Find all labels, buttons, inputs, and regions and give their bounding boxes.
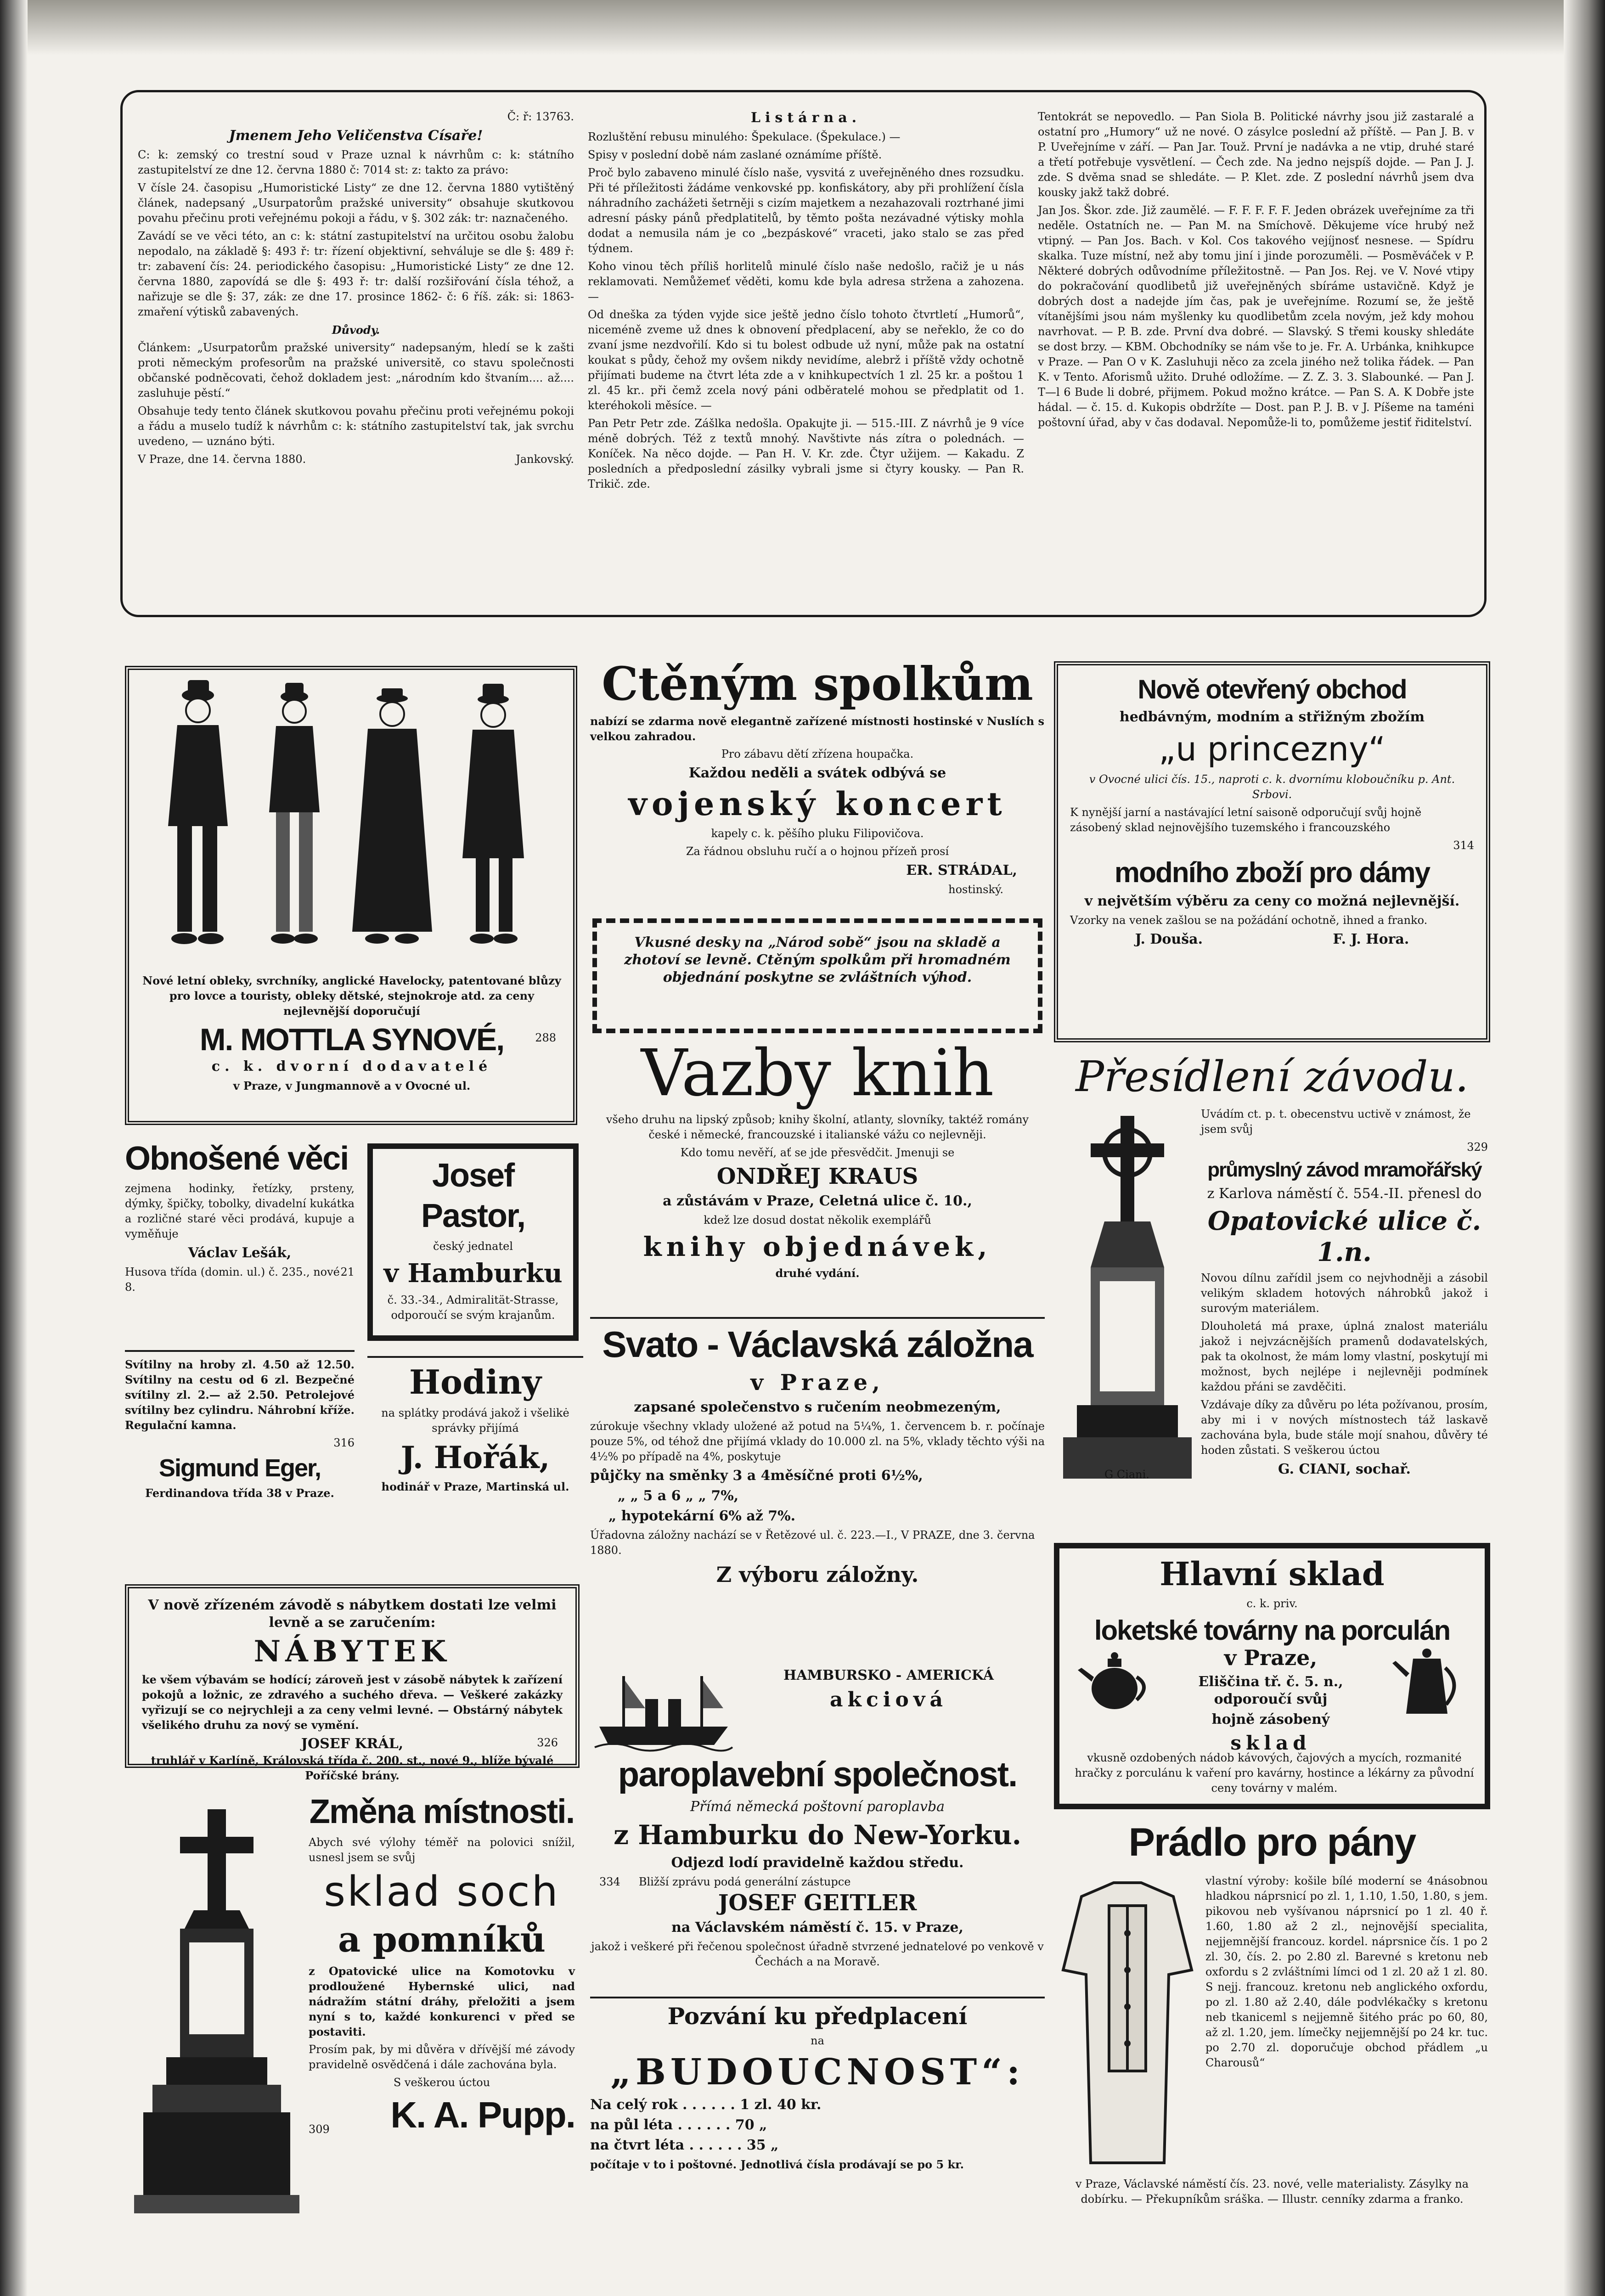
pastor-city: v Hamburku	[383, 1258, 563, 1289]
ruling-number: Č: ř: 13763.	[507, 110, 574, 123]
presidleni-text: Uvádím ct. p. t. obecenstvu uctivě v známost, že jsem svůj	[1201, 1108, 1471, 1136]
ad-spolek	[590, 657, 1045, 914]
svitilny-text: Svítilny na hroby zl. 4.50 až 12.50. Svítilny na cestu od 6 zl. Bezpečné svítilny zl. 2.— až 2.50. Petrolejové svítilny bez cylindru. Náhrobní kříže. Regulační kamna.	[125, 1358, 355, 1432]
nabytek-number: 326	[537, 1736, 558, 1749]
vazby-text: a zůstávám v Praze, Celetná ulice č. 10.,	[663, 1193, 972, 1209]
hamburg-address: na Václavském náměstí č. 15. v Praze,	[671, 1919, 963, 1936]
vazby-title: Vazby knih	[641, 1036, 994, 1111]
pradlo-address: v Praze, Václavské náměstí čís. 23. nové, velle materialisty. Zásylky na dobírku. — Překupníkům sráška. — Illustr. cenníky zdarma a franko.	[1075, 2178, 1469, 2206]
listarna-paragraph: Proč bylo zabaveno minulé číslo naše, vysvitá z uveřejněného dnes rozsudku. Při té příležitosti žádáme venkovské pp. konfiskátory, aby při prohlížení čísla náhradního zachážeti šetrněji s cizím majetkem a nezahazovali roztrhané jimi adresní pásky pánů předplatitelů, by těmto pošta nezávadné výtisky mohla dodat a nemusila nám je co „bezpáskové“ vraceti, jako stalo se zas před týdnem.	[588, 166, 1024, 255]
hodiny-name: J. Hořák,	[400, 1440, 550, 1475]
gravestone-illustration	[1059, 1116, 1196, 1492]
spolek-title: Ctěným spolkům	[602, 657, 1033, 711]
hamburg-name: JOSEF GEITLER	[718, 1890, 917, 1916]
ad-zalozna	[590, 1313, 1045, 1653]
figure-man-2	[269, 683, 320, 944]
princezny-big: modního zboží pro dámy	[1114, 857, 1430, 889]
presidleni-big2: Opatovické ulice č. 1.n.	[1207, 1206, 1481, 1267]
presidleni-text: Vzdávaje díky za důvěru po léta požívanou, prosím, aby mi i v nových místnostech táž laskavě zachována byla, bude stále mojí snahou, důvěry té hoden zůstati. S veškerou úctou	[1201, 1398, 1488, 1457]
presidleni-text: Novou dílnu zařídil jsem co nejvhodněji a zásobil velikým skladem hotových náhrobků jakož i surovým materiálem.	[1201, 1272, 1488, 1315]
shirt-illustration	[1054, 1878, 1201, 2172]
nabytek-name: JOSEF KRÁL,	[301, 1736, 404, 1752]
porculan-sklad: sklad	[1230, 1732, 1311, 1754]
hamburg-big: paroplavební společnost.	[618, 1755, 1017, 1794]
zalozna-title: Svato - Václavská záložna	[602, 1324, 1033, 1365]
column-listarna	[588, 109, 1024, 610]
ad-presidleni	[1054, 1052, 1490, 1538]
ad-pradlo	[1054, 1818, 1490, 2255]
ruling-heading: Jmenem Jeho Veličenstva Císaře!	[229, 128, 483, 144]
ad-narod	[592, 918, 1042, 1033]
figure-man-3	[352, 688, 432, 944]
budoucnost-footer: počítaje v to i poštovné. Jednotlivá čísla prodávají se po 5 kr.	[590, 2158, 964, 2171]
coffeepot-icon	[1390, 1640, 1464, 1718]
hamburg-company2: akciová	[830, 1688, 947, 1711]
presidleni-text: Dlouholetá má praxe, úplná znalost materiálu jakož i nejvzácnějších pramenů dodavatelských, pak ta okolnost, že mám lomy vlastní, poskytují mi možnost, bych nejlépe i nejlevněji podmínek každou přáni se zavděčiti.	[1201, 1320, 1488, 1393]
ruling-paragraph: Zavádí se ve věci této, an c: k: státní zastupitelství na určitou osobu žalobu nepodalo, na základě §: 493 ř: tr: řízení objektivní, sehváluje se dle §: 489 ř: tr: zabavení čís: 24. periodického časopisu: „Humoristické Listy“ ze dne 12. června 1880, zapovídá se dle §: 493 ř: tr: další rozšiřování čísla téhož, a nařizuje se dle §: 37, zák: ze dne 17. prosince 1862- č: 6 říš. zák: si: 1863- zmaření výtisků zabavených.	[138, 230, 574, 318]
hamburg-company: HAMBURSKO - AMERICKÁ	[783, 1667, 994, 1683]
scan-edge-right	[1564, 0, 1605, 2296]
zalozna-loan: „ hypotekární 6% až 7%.	[608, 1508, 796, 1524]
mottl-name: M. MOTTLA SYNOVÉ,	[199, 1022, 504, 1057]
obnosene-name: Václav Lešák,	[188, 1245, 292, 1261]
princezny-signature: F. J. Hora.	[1333, 931, 1409, 947]
svitilny-number: 316	[333, 1436, 355, 1449]
vazby-text: Kdo tomu nevěří, ať se jde přesvědčit. Jmenuji se	[680, 1146, 955, 1159]
ruling-paragraph: C: k: zemský co trestní soud v Praze uznal k návrhům c: k: státního zastupitelství ze dne 12. června 1880 č: 7014 st: z: takto za právo:	[138, 148, 574, 176]
pradlo-title: Prádlo pro pány	[1128, 1820, 1416, 1864]
listarna-paragraph: Spisy v poslední době nám zaslané oznámíme příště.	[588, 148, 882, 161]
hamburg-text: Odjezd lodí pravidelně každou středu.	[671, 1855, 964, 1871]
zmena-big2: a pomníků	[338, 1919, 546, 1960]
zmena-text: Abych své výlohy téměř na polovici snížil, usnesl jsem se svůj	[309, 1836, 575, 1864]
zmena-signature: K. A. Pupp.	[390, 2094, 575, 2135]
obnosene-number: 21	[340, 1266, 355, 1278]
porculan-address2: hojně zásobený	[1211, 1711, 1330, 1728]
nabytek-title: NÁBYTEK	[253, 1634, 451, 1669]
hamburg-text: jakož i veškeré při řečenou společnost úřadně stvrzené jednatelové po venkově v Čechách a na Moravě.	[591, 1940, 1044, 1968]
princezny-line2: hedbávným, modním a střižným zbožím	[1119, 709, 1425, 725]
ruling-date: V Praze, dne 14. června 1880.	[138, 453, 306, 466]
ad-nabytek	[125, 1584, 580, 1782]
nabytek-text: ke všem výbavám se hodící; zároveň jest v zásobě nábytek k zařízení pokojů a ložnic, ze zdravého a suchého dřeva. — Veškeré zakázky vyřizují se co nejrychleji a za ceny velmi levné. — Obstárný nábytek všelikého druhu za nový se vymění.	[142, 1673, 563, 1732]
steamship-illustration	[595, 1671, 732, 1750]
listarna-paragraph: Jan Jos. Škor. zde. Již zaumělé. — F. F. F. F. F. Jeden obrázek uveřejníme za tři neděle. Ostatních ne. — Pan M. na Smíchově. Děkujeme více hrubý než vtipný. — Pan Jos. Bach. v Kol. Cos takového vejíjnosť nesnese. — Spídru skalka. Tuze místní, než aby tomu jiní i jinde porozuměli. — Posměváček v P. Některé dobrých odůvodníme příležitostně. — Pan Jos. Rej. ve V. Nové vtipy do pokračování quodlibetů již uveřejněných sbíráme ustavičně. Když je dobrých dost a nadejde jím čas, pak je uveřejníme. Rozumí se, že ještě vítanějšími jsou nám myšlenky ku quodlibetům zcela novým, jež kdy mohou navrhovat. — P. B. zde. První dva dobré. — Slavský. S třemi kousky shledáte se dost brzy. — KBM. Obchodníky se nám vše to je. Fr. A. Urbánka, knihkupce v Praze. — Pan O v K. Zasluhuji něco za zcela jiného než tolika řádek. — Pan K. v Tento. Aforismů užito. Druhé odložíme. — Z. Z. 3. 3. Slabounké. — Pan J. T—l 6 Bude li dobré, přijmem. Pokud možno krátce. — Pan S. A. K Dobře jste hádal. — č. 15. d. Kukopis obdržíte — Dost. pan P. J. B. v J. Píšeme na taméni poštovní úřad, aby v čas dodaval. Nepomůže-li to, pomůžeme jestiť řiditelství.	[1038, 204, 1474, 429]
princezny-address: v Ovocné ulici čís. 15., naproti c. k. dvornímu kloboučníku p. Ant. Srbovi.	[1089, 773, 1455, 801]
ruling-paragraph: V čísle 24. časopisu „Humoristické Listy“ ze dne 12. června 1880 vytištěný článek, nadepsaný „Usurpatorům pražské university“ obsahuje skutkovou povahu přečinu proti veřejnému pokoji a řádu, v §. 302 zák: tr: naznačeného.	[138, 181, 574, 225]
porculan-city: v Praze,	[1224, 1645, 1318, 1670]
zmena-closing: S veškerou úctou	[393, 2076, 490, 2089]
mottl-description: Nové letní obleky, svrchníky, anglické Havelocky, patentované blůzy pro lovce a touristy, obleky dětské, stejnokroje atd. za ceny nejlevnější doporučují	[142, 974, 561, 1018]
presidleni-signature: G. CIANI, sochař.	[1278, 1461, 1411, 1477]
budoucnost-price: na půl léta . . . . . . 70 „	[590, 2117, 767, 2133]
obnosene-title: Obnošené věci	[125, 1140, 349, 1177]
budoucnost-price: Na celý rok . . . . . . 1 zl. 40 kr.	[590, 2097, 822, 2113]
porculan-address: Eliščina tř. č. 5. n., odporoučí svůj	[1198, 1674, 1343, 1707]
ad-pastor	[367, 1143, 579, 1341]
budoucnost-price: na čtvrt léta . . . . . . 35 „	[590, 2137, 779, 2153]
pastor-subtitle: český jednatel	[433, 1240, 513, 1253]
mottl-line2: c. k. dvorní dodavatelé	[211, 1058, 492, 1075]
hodiny-text: na splátky prodává jakož i všelikė správky přijímá	[381, 1407, 569, 1435]
ad-porculan	[1054, 1543, 1490, 1809]
zalozna-loan: „ „ 5 a 6 „ „ 7%,	[618, 1488, 739, 1504]
figure-man-4	[462, 684, 524, 944]
gravestone-caption: G Ciani.	[1104, 1468, 1149, 1481]
hodiny-address: hodinář v Praze, Martinská ul.	[381, 1480, 569, 1493]
ruling-paragraph: Obsahuje tedy tento článek skutkovou povahu přečinu proti veřejnému pokoji a řádu a muselo tudíž k návrhům c: k: státního zastupitelství tak, jak svrchu uvedeno, — uznáno býti.	[138, 405, 574, 448]
presidleni-big1: průmyslný závod mramořářský	[1207, 1159, 1481, 1181]
clothing-figures-illustration	[138, 675, 565, 959]
ruling-paragraph: Článkem: „Usurpatorům pražské university“ nadepsaným, hledí se k zašti proti německým profesorům na pražské universitě, co stavu společnosti občanské podněcovati, čehož dokladem jest: „národním kdo štvaním.... až.... zasluhuje pěstí.“	[138, 341, 574, 400]
obnosene-address: Husova třída (domin. ul.) č. 235., nové 8.	[125, 1266, 340, 1294]
princezny-line1: Nově otevřený obchod	[1138, 675, 1407, 704]
zmena-big1: sklad soch	[324, 1868, 560, 1916]
spolek-text: Každou neděli a svátek odbývá se	[688, 765, 946, 781]
ad-mottl	[125, 666, 577, 1125]
mottl-number: 288	[535, 1031, 556, 1044]
pastor-title: Josef Pastor,	[421, 1157, 525, 1234]
princezny-text: Vzorky na venek zašlou se na požádání ochotně, ihned a franko.	[1070, 914, 1428, 927]
scan-edge-left	[0, 0, 28, 2296]
ad-svitilny	[125, 1357, 355, 1568]
ad-hodiny	[367, 1352, 583, 1564]
zmena-title: Změna místnosti.	[309, 1792, 574, 1830]
vazby-name: ONDŘEJ KRAUS	[716, 1164, 918, 1189]
listarna-paragraph: Od dneška za týden vyjde sice ještě jedno číslo tohoto čtvrtletí „Humorů“, niceméně zveme už dnes k obnovení předplacení, aby se neřeklo, že co do zvaní jsme nezdvořilí. Kdo si tu bolest odbude už nyní, může pak na ostatní koukat s půdy, čehož my ovšem nikdy nevidíme, alebrž i příště vždy ochotně přijímati budeme na čtvrt léta zde a v knihkupectvích 1 zl. 25 kr. a poštou 1 zl. 45 kr.. při čemž zcela nový páni odběratelé mohou se předplatit od 1. kteréhokoli měsíce. —	[588, 308, 1024, 412]
ad-vazby	[590, 1038, 1045, 1313]
presidleni-title: Přesídlení závodu.	[1076, 1052, 1469, 1101]
zalozna-text: zúrokuje všechny vklady uložené až potud na 5¼%, 1. červencem b. r. počínaje pouze 5%, od téhož dne přijímá vklady do 10.000 zl. na 5%, vklady těchto výši na 4½% po případě na 4%, poskytuje	[590, 1420, 1045, 1463]
ad-budoucnost	[590, 1993, 1045, 2250]
zmena-text: Prosím pak, by mi důvěra v dřívější mé závody pravidelně osvědčená i dále zachována byla.	[309, 2043, 575, 2071]
zmena-number: 309	[309, 2123, 330, 2136]
hamburg-route: z Hamburku do New-Yorku.	[614, 1819, 1021, 1851]
divider-line	[125, 1350, 355, 1352]
figure-man-1	[168, 680, 228, 944]
pradlo-text: vlastní výroby: košile bílé moderní se 4násobnou hladkou náprsnicí po zl. 1, 1.10, 1.50, 1.80, s jem. pikovou neb vyšívanou náprsnicí po 1 zl. 40 ř. 1.60, 1.80 až 2 zl., nejnovější specialita, nejjemnější francouz. kordel. náprsnice čís. 1 po 2 zl. 30, čís. 2. po 2.80 zl. Barevné s kretonu neb oxfordu s 2 zvláštními límci od 1 zl. 20 až 1 zl. 80. S nejj. francouz. kretonu neb anglického oxfordu, po zl. 1.80 až 2.40, dále podvlékačky s kretonu neb tkaniceml s nejjemně šitého prác po 60, 80, až zl. 1.20, jem. límečky nejjemnější po 24 kr. tuc. po 2.70 zl. doporučuje obchod přádlem „u Charousů“	[1205, 1874, 1488, 2069]
nabytek-address: truhlář v Karlíně, Královská třída č. 200. st., nové 9., blíže bývalé Poříčské brány.	[151, 1754, 554, 1782]
presidleni-number: 329	[1467, 1141, 1488, 1154]
hodiny-title: Hodiny	[409, 1362, 541, 1401]
mottl-address: v Praze, v Jungmannově a v Ovocné ul.	[233, 1079, 471, 1092]
nabytek-intro: V nově zřízeném závodě s nábytkem dostati lze velmi levně a se zaručením:	[148, 1597, 557, 1631]
princezny-title: „u princezny“	[1159, 730, 1385, 768]
porculan-text: vkusně ozdobených nádob kávových, čajových a mycích, rozmanité hračky z porculánu k vaření pro kavárny, hostince a lékárny za původní ceny továrny v malém.	[1075, 1751, 1474, 1795]
spolek-signature-role: hostinský.	[948, 883, 1003, 896]
listarna-title: Listárna.	[750, 110, 862, 126]
ad-hamburg	[590, 1658, 1045, 1984]
hamburg-subtitle: Přímá německá poštovní paroplavba	[690, 1799, 945, 1815]
zalozna-city: v Praze,	[750, 1370, 884, 1396]
ad-princezny	[1054, 661, 1490, 1042]
zalozna-footer: Z výboru záložny.	[716, 1562, 919, 1587]
hamburg-number: 334	[599, 1875, 620, 1888]
column-court-ruling	[138, 109, 574, 610]
obnosene-text: zejmena hodinky, řetízky, prsteny, dýmky, špičky, tobolky, divadelní kukátka a rozličné staré věci prodává, kupuje a vyměňuje	[125, 1182, 355, 1240]
zalozna-bold: zapsané společenstvo s ručením neobmezeným,	[634, 1399, 1001, 1415]
princezny-signature: J. Douša.	[1135, 931, 1203, 947]
listarna-paragraph: Rozluštění rebusu minulého: Špekulace. (Špekulace.) —	[588, 130, 901, 143]
budoucnost-na: na	[811, 2034, 824, 2047]
svitilny-address: Ferdinandova třída 38 v Praze.	[145, 1486, 334, 1500]
vazby-text: druhé vydání.	[775, 1266, 860, 1280]
svitilny-name: Sigmund Eger,	[158, 1454, 321, 1482]
listarna-paragraph: Tentokrát se nepovedlo. — Pan Siola B. Politické návrhy jsou již zastaralé a ostatní pro „Humory“ už ne nové. O zásylce poslední až příště. — Pan J. B. v P. Uveřejníme v září. — Pan Jar. Touž. První je nadávka a ne vtip, druhé staré a třetí potřebuje vysvětlení. — Čech zde. Na jedno nejspíš dojde. — Pan J. J. zde. S dvěma snad se shledáte. — P. Klet. zde. Z poslední návrhů jsem dva kousky jakž takž dobré.	[1038, 110, 1474, 199]
ad-zmena	[125, 1791, 580, 2250]
vazby-big: knihy objednávek,	[643, 1231, 992, 1262]
listarna-paragraph: Koho vinou těch příliš horlitelů minulé číslo naše nedošlo, račiž je u nás reklamovati. Nemůžemeť věděti, komu kde byla adresa stržena a zahozena. —	[588, 260, 1024, 303]
princezny-number: 314	[1453, 839, 1474, 852]
spolek-signature: ER. STRÁDAL,	[906, 862, 1017, 878]
scan-edge-top	[0, 0, 1605, 55]
spolek-concert: vojenský koncert	[628, 785, 1007, 823]
spolek-text: Za řádnou obsluhu ručí a o hojnou přízeň prosí	[686, 845, 949, 858]
zmena-text: z Opatovické ulice na Komotovku v prodloužené Hybernské ulici, nad nádražím státní dráhy, přeložiti a jsem nyní s to, každé konkurenci v před se postaviti.	[309, 1964, 575, 2038]
spolek-text: nabízí se zdarma nově elegantně zařízené místnosti hostinské v Nuslích s velkou zahradou.	[590, 715, 1044, 743]
pastor-address: č. 33.-34., Admiralität-Strasse, odporoučí se svým krajanům.	[387, 1294, 559, 1322]
ad-obnosene	[125, 1139, 355, 1350]
ruling-reasons-title: Důvody.	[332, 323, 380, 337]
column-listarna-cont	[1038, 109, 1474, 610]
listarna-paragraph: Pan Petr Petr zde. Zášlka nedošla. Opakujte ji. — 515.-III. Z návrhů je 9 více méně dobrých. Též z textů mnohý. Navštivte nás zítra o polednách. — Koníček. Na něco dojde. — Pan H. V. Kr. zde. Čtyr užijem. — Kakadu. Z posledních a předposlední zásilky vybrali jsme si čtyry kousky. — Pan R. Trikič. zde.	[588, 417, 1024, 490]
spolek-text: kapely c. k. pěšího pluku Filipovičova.	[711, 827, 924, 840]
narod-text: Vkusné desky na „Národ sobě“ jsou na skladě a zhotoví se levně. Ctěným spolkům při hromadném objednání poskytne se zvláštních výhod.	[624, 934, 1011, 985]
princezny-text: K nynější jarní a nastávající letní saisoně odporučují svůj hojně zásobený sklad nejnovějšího tuzemského i francouzského	[1070, 806, 1422, 834]
hamburg-text: Bližší zprávu podá generální zástupce	[638, 1875, 851, 1888]
porculan-subtitle: c. k. priv.	[1246, 1597, 1298, 1610]
princezny-text: v největším výběru za ceny co možná nejlevnější.	[1084, 893, 1460, 909]
ruling-signature: Jankovský.	[516, 453, 574, 466]
vazby-text: všeho druhu na lipský způsob; knihy školní, atlanty, slovníky, taktéž romány české i německé, francouzské i italianské vážu co nejlevněji.	[606, 1113, 1029, 1141]
porculan-big: loketské továrny na porculán	[1094, 1615, 1450, 1646]
teapot-icon	[1078, 1645, 1151, 1714]
zalozna-text: Úřadovna záložny nachází se v Řetězové ul. č. 223.—I., V PRAZE, dne 3. června 1880.	[590, 1529, 1035, 1557]
zalozna-loan: půjčky na směnky 3 a 4měsíčné proti 6½%,	[590, 1468, 923, 1484]
porculan-title: Hlavní sklad	[1160, 1555, 1385, 1593]
spolek-text: Pro zábavu dětí zřízena houpačka.	[721, 748, 914, 760]
presidleni-text: z Karlova náměstí č. 554.-II. přenesl do	[1207, 1186, 1482, 1202]
budoucnost-big: „BUDOUCNOST“:	[610, 2051, 1025, 2093]
vazby-text: kdež lze dosud dostat několik exemplářů	[704, 1214, 931, 1227]
budoucnost-title: Pozvání ku předplacení	[667, 2003, 968, 2030]
monument-cross-illustration	[134, 1809, 299, 2223]
